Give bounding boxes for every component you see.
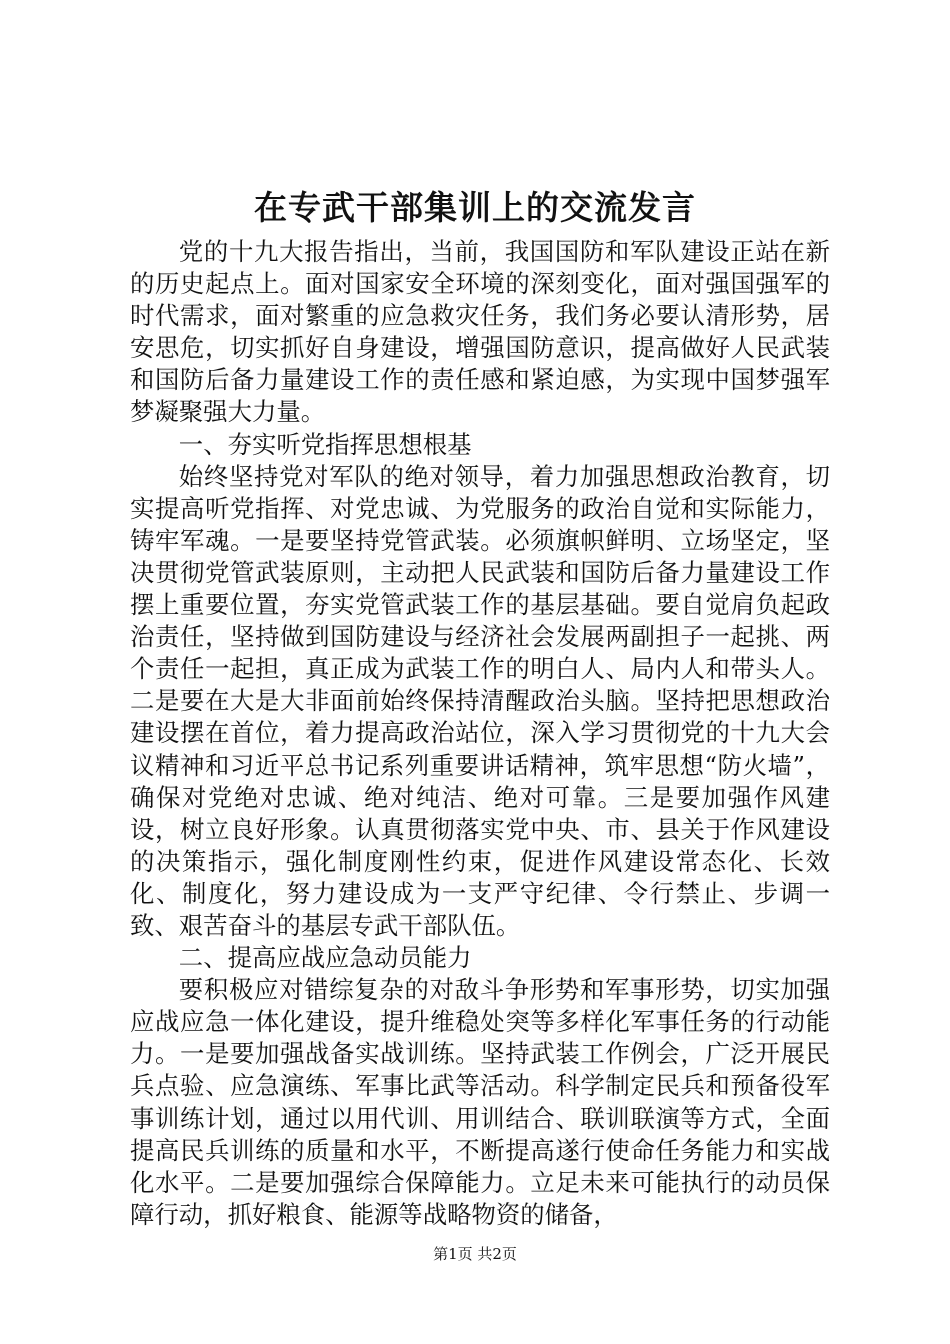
- section-heading-1: 一、夯实听党指挥思想根基: [178, 429, 472, 459]
- paragraph-intro: 党的十九大报告指出，当前，我国国防和军队建设正站在新的历史起点上。面对国家安全环境的深刻变化，面对强国强军的时代需求，面对繁重的应急救灾任务，我们务必要认清形势，居安思危，切实抓好自身建设，增强国防意识，提高做好人民武装和国防后备力量建设工作的责任感和紧迫感，为实现中国梦强军梦凝聚强大力量。: [130, 237, 830, 427]
- document-body: [130, 236, 830, 1231]
- paragraph-section-2: 要积极应对错综复杂的对敌斗争形势和军事形势，切实加强应战应急一体化建设，提升维稳处突等多样化军事任务的行动能力。一是要加强战备实战训练。坚持武装工作例会，广泛开展民兵点验、应急演练、军事比武等活动。科学制定民兵和预备役军事训练计划，通过以用代训、用训结合、联训联演等方式，全面提高民兵训练的质量和水平，不断提高遂行使命任务能力和实战化水平。二是要加强综合保障能力。立足未来可能执行的动员保障行动，抓好粮食、能源等战略物资的储备，: [130, 975, 830, 1229]
- section-heading-2: 二、提高应战应急动员能力: [178, 943, 472, 973]
- page-footer: 第1页 共2页: [433, 1245, 517, 1263]
- document-title: 在专武干部集训上的交流发言: [254, 188, 696, 227]
- paragraph-section-1: 始终坚持党对军队的绝对领导，着力加强思想政治教育，切实提高听党指挥、对党忠诚、为党服务的政治自觉和实际能力，铸牢军魂。一是要坚持党管武装。必须旗帜鲜明、立场坚定，坚决贯彻党管武装原则，主动把人民武装和国防后备力量建设工作摆上重要位置，夯实党管武装工作的基层基础。要自觉肩负起政治责任，坚持做到国防建设与经济社会发展两副担子一起挑、两个责任一起担，真正成为武装工作的明白人、局内人和带头人。二是要在大是大非面前始终保持清醒政治头脑。坚持把思想政治建设摆在首位，着力提高政治站位，深入学习贯彻党的十九大会议精神和习近平总书记系列重要讲话精神，筑牢思想“防火墙”，确保对党绝对忠诚、绝对纯洁、绝对可靠。三是要加强作风建设，树立良好形象。认真贯彻落实党中央、市、县关于作风建设的决策指示，强化制度刚性约束，促进作风建设常态化、长效化、制度化，努力建设成为一支严守纪律、令行禁止、步调一致、艰苦奋斗的基层专武干部队伍。: [130, 461, 830, 940]
